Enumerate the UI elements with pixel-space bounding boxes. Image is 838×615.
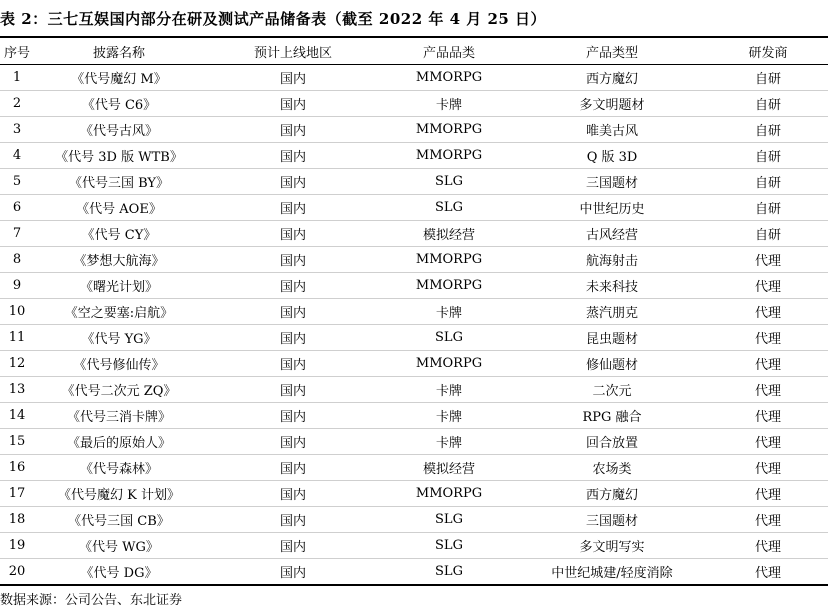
cell-type: 中世纪历史 — [516, 195, 708, 221]
cell-developer: 自研 — [708, 195, 828, 221]
cell-region: 国内 — [204, 507, 382, 533]
cell-index: 7 — [0, 221, 34, 247]
cell-type: 未来科技 — [516, 273, 708, 299]
table-row — [0, 455, 828, 481]
header-category: 产品品类 — [422, 45, 475, 61]
cell-index: 9 — [0, 273, 34, 299]
cell-region: 国内 — [204, 481, 382, 507]
cell-category: MMORPG — [382, 247, 516, 273]
cell-name: 《代号 DG》 — [34, 559, 204, 586]
cell-index: 19 — [0, 533, 34, 559]
cell-category: MMORPG — [382, 351, 516, 377]
header-index: 序号 — [3, 45, 30, 61]
cell-developer: 代理 — [708, 455, 828, 481]
cell-type: 唯美古风 — [516, 117, 708, 143]
cell-type: RPG 融合 — [516, 403, 708, 429]
cell-region: 国内 — [204, 377, 382, 403]
cell-region: 国内 — [204, 273, 382, 299]
cell-region: 国内 — [204, 455, 382, 481]
cell-category: SLG — [382, 325, 516, 351]
table-row — [0, 221, 828, 247]
cell-category: 卡牌 — [382, 91, 516, 117]
cell-category: MMORPG — [382, 65, 516, 91]
cell-name: 《代号古风》 — [34, 117, 204, 143]
product-table — [0, 36, 828, 586]
cell-type: 回合放置 — [516, 429, 708, 455]
table-row — [0, 143, 828, 169]
cell-category: 卡牌 — [382, 299, 516, 325]
cell-name: 《代号森林》 — [34, 455, 204, 481]
cell-index: 3 — [0, 117, 34, 143]
cell-index: 1 — [0, 65, 34, 91]
cell-index: 15 — [0, 429, 34, 455]
cell-region: 国内 — [204, 169, 382, 195]
cell-type: 三国题材 — [516, 169, 708, 195]
table-row — [0, 117, 828, 143]
cell-type: 西方魔幻 — [516, 481, 708, 507]
table-row — [0, 351, 828, 377]
cell-category: SLG — [382, 559, 516, 586]
cell-type: 多文明题材 — [516, 91, 708, 117]
cell-index: 6 — [0, 195, 34, 221]
table-row — [0, 195, 828, 221]
table-row — [0, 299, 828, 325]
cell-category: 卡牌 — [382, 377, 516, 403]
cell-region: 国内 — [204, 325, 382, 351]
cell-name: 《空之要塞:启航》 — [34, 299, 204, 325]
cell-region: 国内 — [204, 195, 382, 221]
cell-index: 16 — [0, 455, 34, 481]
cell-region: 国内 — [204, 429, 382, 455]
cell-name: 《代号 YG》 — [34, 325, 204, 351]
cell-index: 2 — [0, 91, 34, 117]
cell-developer: 自研 — [708, 169, 828, 195]
table-title: 表 2：三七互娱国内部分在研及测试产品储备表（截至 2022 年 4 月 25 日） — [0, 10, 547, 28]
cell-category: SLG — [382, 507, 516, 533]
table-row — [0, 559, 828, 586]
cell-index: 8 — [0, 247, 34, 273]
cell-type: 航海射击 — [516, 247, 708, 273]
cell-developer: 代理 — [708, 559, 828, 586]
source-note: 数据来源：公司公告、东北证券 — [0, 593, 183, 608]
header-region: 预计上线地区 — [253, 45, 332, 61]
table-row — [0, 169, 828, 195]
table-row — [0, 377, 828, 403]
cell-developer: 代理 — [708, 377, 828, 403]
cell-category: MMORPG — [382, 273, 516, 299]
cell-category: SLG — [382, 169, 516, 195]
cell-category: SLG — [382, 195, 516, 221]
product-table-container — [0, 36, 828, 586]
cell-developer: 代理 — [708, 481, 828, 507]
cell-type: 中世纪城建/轻度消除 — [516, 559, 708, 586]
cell-type: Q 版 3D — [516, 143, 708, 169]
cell-name: 《代号魔幻 M》 — [34, 65, 204, 91]
cell-developer: 自研 — [708, 117, 828, 143]
table-row — [0, 247, 828, 273]
cell-region: 国内 — [204, 247, 382, 273]
cell-index: 4 — [0, 143, 34, 169]
cell-developer: 自研 — [708, 143, 828, 169]
cell-index: 20 — [0, 559, 34, 586]
cell-category: MMORPG — [382, 117, 516, 143]
table-row — [0, 507, 828, 533]
cell-type: 修仙题材 — [516, 351, 708, 377]
cell-index: 10 — [0, 299, 34, 325]
cell-index: 17 — [0, 481, 34, 507]
table-row — [0, 429, 828, 455]
cell-developer: 代理 — [708, 533, 828, 559]
cell-index: 11 — [0, 325, 34, 351]
cell-region: 国内 — [204, 117, 382, 143]
cell-name: 《代号三消卡牌》 — [34, 403, 204, 429]
cell-developer: 代理 — [708, 247, 828, 273]
cell-developer: 代理 — [708, 351, 828, 377]
cell-region: 国内 — [204, 221, 382, 247]
cell-category: MMORPG — [382, 143, 516, 169]
cell-name: 《代号魔幻 K 计划》 — [34, 481, 204, 507]
table-row — [0, 533, 828, 559]
cell-developer: 代理 — [708, 325, 828, 351]
cell-developer: 代理 — [708, 429, 828, 455]
cell-name: 《代号 CY》 — [34, 221, 204, 247]
cell-index: 18 — [0, 507, 34, 533]
table-header-row — [0, 37, 828, 65]
cell-type: 多文明写实 — [516, 533, 708, 559]
cell-type: 二次元 — [516, 377, 708, 403]
cell-name: 《代号 WG》 — [34, 533, 204, 559]
table-row — [0, 325, 828, 351]
cell-region: 国内 — [204, 533, 382, 559]
table-row — [0, 65, 828, 91]
cell-type: 昆虫题材 — [516, 325, 708, 351]
cell-type: 西方魔幻 — [516, 65, 708, 91]
cell-name: 《代号 AOE》 — [34, 195, 204, 221]
cell-region: 国内 — [204, 65, 382, 91]
cell-developer: 代理 — [708, 299, 828, 325]
cell-type: 蒸汽朋克 — [516, 299, 708, 325]
cell-type: 三国题材 — [516, 507, 708, 533]
cell-index: 14 — [0, 403, 34, 429]
cell-name: 《最后的原始人》 — [34, 429, 204, 455]
cell-region: 国内 — [204, 559, 382, 586]
table-row — [0, 403, 828, 429]
cell-region: 国内 — [204, 351, 382, 377]
cell-name: 《代号三国 CB》 — [34, 507, 204, 533]
cell-developer: 代理 — [708, 403, 828, 429]
cell-category: 卡牌 — [382, 429, 516, 455]
cell-category: MMORPG — [382, 481, 516, 507]
cell-region: 国内 — [204, 91, 382, 117]
table-row — [0, 273, 828, 299]
table-row — [0, 481, 828, 507]
header-name: 披露名称 — [92, 45, 145, 61]
cell-name: 《代号三国 BY》 — [34, 169, 204, 195]
cell-category: 模拟经营 — [382, 221, 516, 247]
cell-type: 农场类 — [516, 455, 708, 481]
cell-category: SLG — [382, 533, 516, 559]
cell-category: 模拟经营 — [382, 455, 516, 481]
cell-category: 卡牌 — [382, 403, 516, 429]
cell-developer: 自研 — [708, 65, 828, 91]
cell-developer: 自研 — [708, 221, 828, 247]
cell-region: 国内 — [204, 403, 382, 429]
cell-developer: 自研 — [708, 91, 828, 117]
cell-type: 古风经营 — [516, 221, 708, 247]
header-developer: 研发商 — [748, 45, 788, 61]
cell-name: 《梦想大航海》 — [34, 247, 204, 273]
cell-developer: 代理 — [708, 273, 828, 299]
cell-index: 12 — [0, 351, 34, 377]
cell-index: 13 — [0, 377, 34, 403]
cell-name: 《代号修仙传》 — [34, 351, 204, 377]
cell-name: 《代号 C6》 — [34, 91, 204, 117]
table-row — [0, 91, 828, 117]
table-body — [0, 65, 828, 586]
cell-developer: 代理 — [708, 507, 828, 533]
cell-name: 《曙光计划》 — [34, 273, 204, 299]
cell-index: 5 — [0, 169, 34, 195]
cell-region: 国内 — [204, 299, 382, 325]
cell-region: 国内 — [204, 143, 382, 169]
cell-name: 《代号二次元 ZQ》 — [34, 377, 204, 403]
header-type: 产品类型 — [585, 45, 638, 61]
cell-name: 《代号 3D 版 WTB》 — [34, 143, 204, 169]
